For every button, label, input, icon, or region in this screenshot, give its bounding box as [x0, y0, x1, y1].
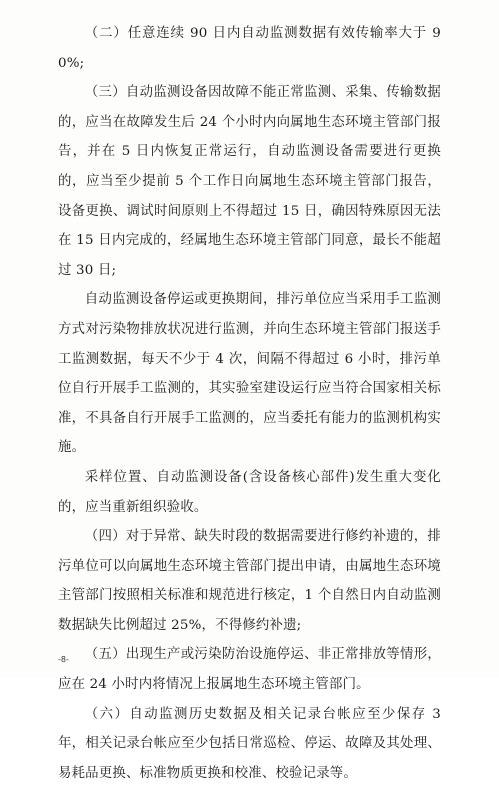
paragraph-item-2: （二）任意连续 90 日内自动监测数据有效传输率大于 90%; [58, 26, 441, 71]
paragraph-item-4: （四）对于异常、缺失时段的数据需要进行修约补遗的，排污单位可以向属地生态环境主管部门提出申请，由属地生态环境主管部门按照相关标准和规范进行核定，1 个自然日内自动监测数据缺失比例超过 25%，不得修约补遗; [58, 529, 441, 633]
paragraph-item-3: （三）自动监测设备因故障不能正常监测、采集、传输数据的，应当在故障发生后 24 个小时内向属地生态环境主管部门报告，并在 5 日内恢复正常运行，自动监测设备需要进行更换的，应当至少提前 5 个工作日向属地生态环境主管部门报告，设备更换、调试时间原则上不得超过 15 日，确因特殊原因无法在 15 日内完成的，经属地生态环境主管部门同意，最长不能超过 30 日; [58, 85, 441, 278]
paragraph-sampling-change: 采样位置、自动监测设备(含设备核心部件)发生重大变化的，应当重新组织验收。 [58, 469, 441, 515]
paragraph-item-5: （五）出现生产或污染防治设施停运、非正常排放等情形，应在 24 小时内将情况上报属地生态环境主管部门。 [58, 647, 441, 693]
page-number: -8- [58, 655, 69, 664]
paragraph-manual-monitoring: 自动监测设备停运或更换期间，排污单位应当采用手工监测方式对污染物排放状况进行监测，并向生态环境主管部门报送手工监测数据，每天不少于 4 次，间隔不得超过 6 小时，排污单位自行开展手工监测的，其实验室建设运行应当符合国家相关标准，不具备自行开展手工监测的，应当委托有能力的监测机构实施。 [58, 292, 441, 456]
paragraph-item-6: （六）自动监测历史数据及相关记录台帐应至少保存 3 年，相关记录台帐应至少包括日常巡检、停运、故障及其处理、易耗品更换、标准物质更换和校准、校验记录等。 [58, 706, 441, 781]
